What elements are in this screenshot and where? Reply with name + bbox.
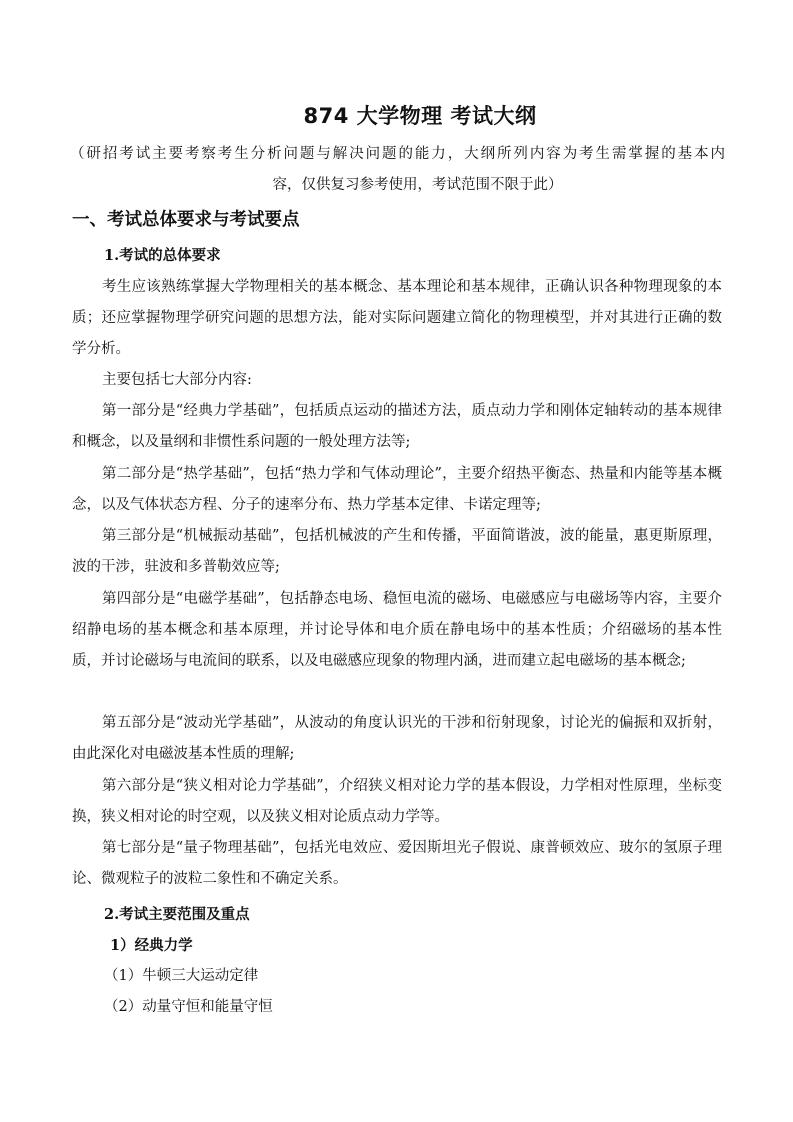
intro-note-line-1: （研招考试主要考察考生分析问题与解决问题的能力，大纲所列内容为考生需掌握的基本内 <box>70 146 725 162</box>
section-heading: 一、考试总体要求与考试要点 <box>72 210 300 230</box>
intro-note-line-2: 容，仅供复习参考使用，考试范围不限于此） <box>272 177 563 193</box>
paragraph-part-6: 第六部分是“狭义相对论力学基础”，介绍狭义相对论力学的基本假设，力学相对性原理，坐标变换，狭义相对论的时空观，以及狭义相对论质点动力学等。 <box>72 778 722 826</box>
paragraph-part-4: 第四部分是“电磁学基础”，包括静态电场、稳恒电流的磁场、电磁感应与电磁场等内容，主要介绍静电场的基本概念和基本原理，并讨论导体和电介质在静电场中的基本性质；介绍磁场的基本性质，并讨论磁场与电流间的联系，以及电磁感应现象的物理内涵，进而建立起电磁场的基本概念; <box>72 591 722 670</box>
paragraph-part-5: 第五部分是“波动光学基础”，从波动的角度认识光的干涉和衍射现象，讨论光的偏振和双折射，由此深化对电磁波基本性质的理解; <box>72 715 722 763</box>
intro-note <box>70 139 725 201</box>
subsection-heading-general: 1.考试的总体要求 <box>104 247 221 264</box>
paragraph-part-3: 第三部分是“机械振动基础”，包括机械波的产生和传播，平面简谐波，波的能量，惠更斯原理，波的干涉，驻波和多普勒效应等; <box>72 528 722 576</box>
paragraph-overview: 考生应该熟练掌握大学物理相关的基本概念、基本理论和基本规律，正确认识各种物理现象的本质；还应掌握物理学研究问题的思想方法，能对实际问题建立简化的物理模型，并对其进行正确的数学分析。 <box>72 279 722 358</box>
list-item: （1）牛顿三大运动定律 <box>104 968 259 984</box>
paragraph-part-7: 第七部分是“量子物理基础”，包括光电效应、爱因斯坦光子假说、康普顿效应、玻尔的氢原子理论、微观粒子的波粒二象性和不确定关系。 <box>72 840 722 888</box>
paragraph-part-2: 第二部分是“热学基础”，包括“热力学和气体动理论”，主要介绍热平衡态、热量和内能等基本概念，以及气体状态方程、分子的速率分布、热力学基本定律、卡诺定理等; <box>72 466 722 514</box>
document-title: 874 大学物理 考试大纲 <box>303 104 537 128</box>
list-item: （2）动量守恒和能量守恒 <box>104 999 273 1015</box>
paragraph-part-1: 第一部分是“经典力学基础”，包括质点运动的描述方法，质点动力学和刚体定轴转动的基本规律和概念，以及量纲和非惯性系问题的一般处理方法等; <box>72 403 722 451</box>
topic-heading-classical-mechanics: 1）经典力学 <box>110 937 193 954</box>
paragraph-parts-intro: 主要包括七大部分内容: <box>102 372 252 388</box>
subsection-heading-scope: 2.考试主要范围及重点 <box>104 906 250 923</box>
